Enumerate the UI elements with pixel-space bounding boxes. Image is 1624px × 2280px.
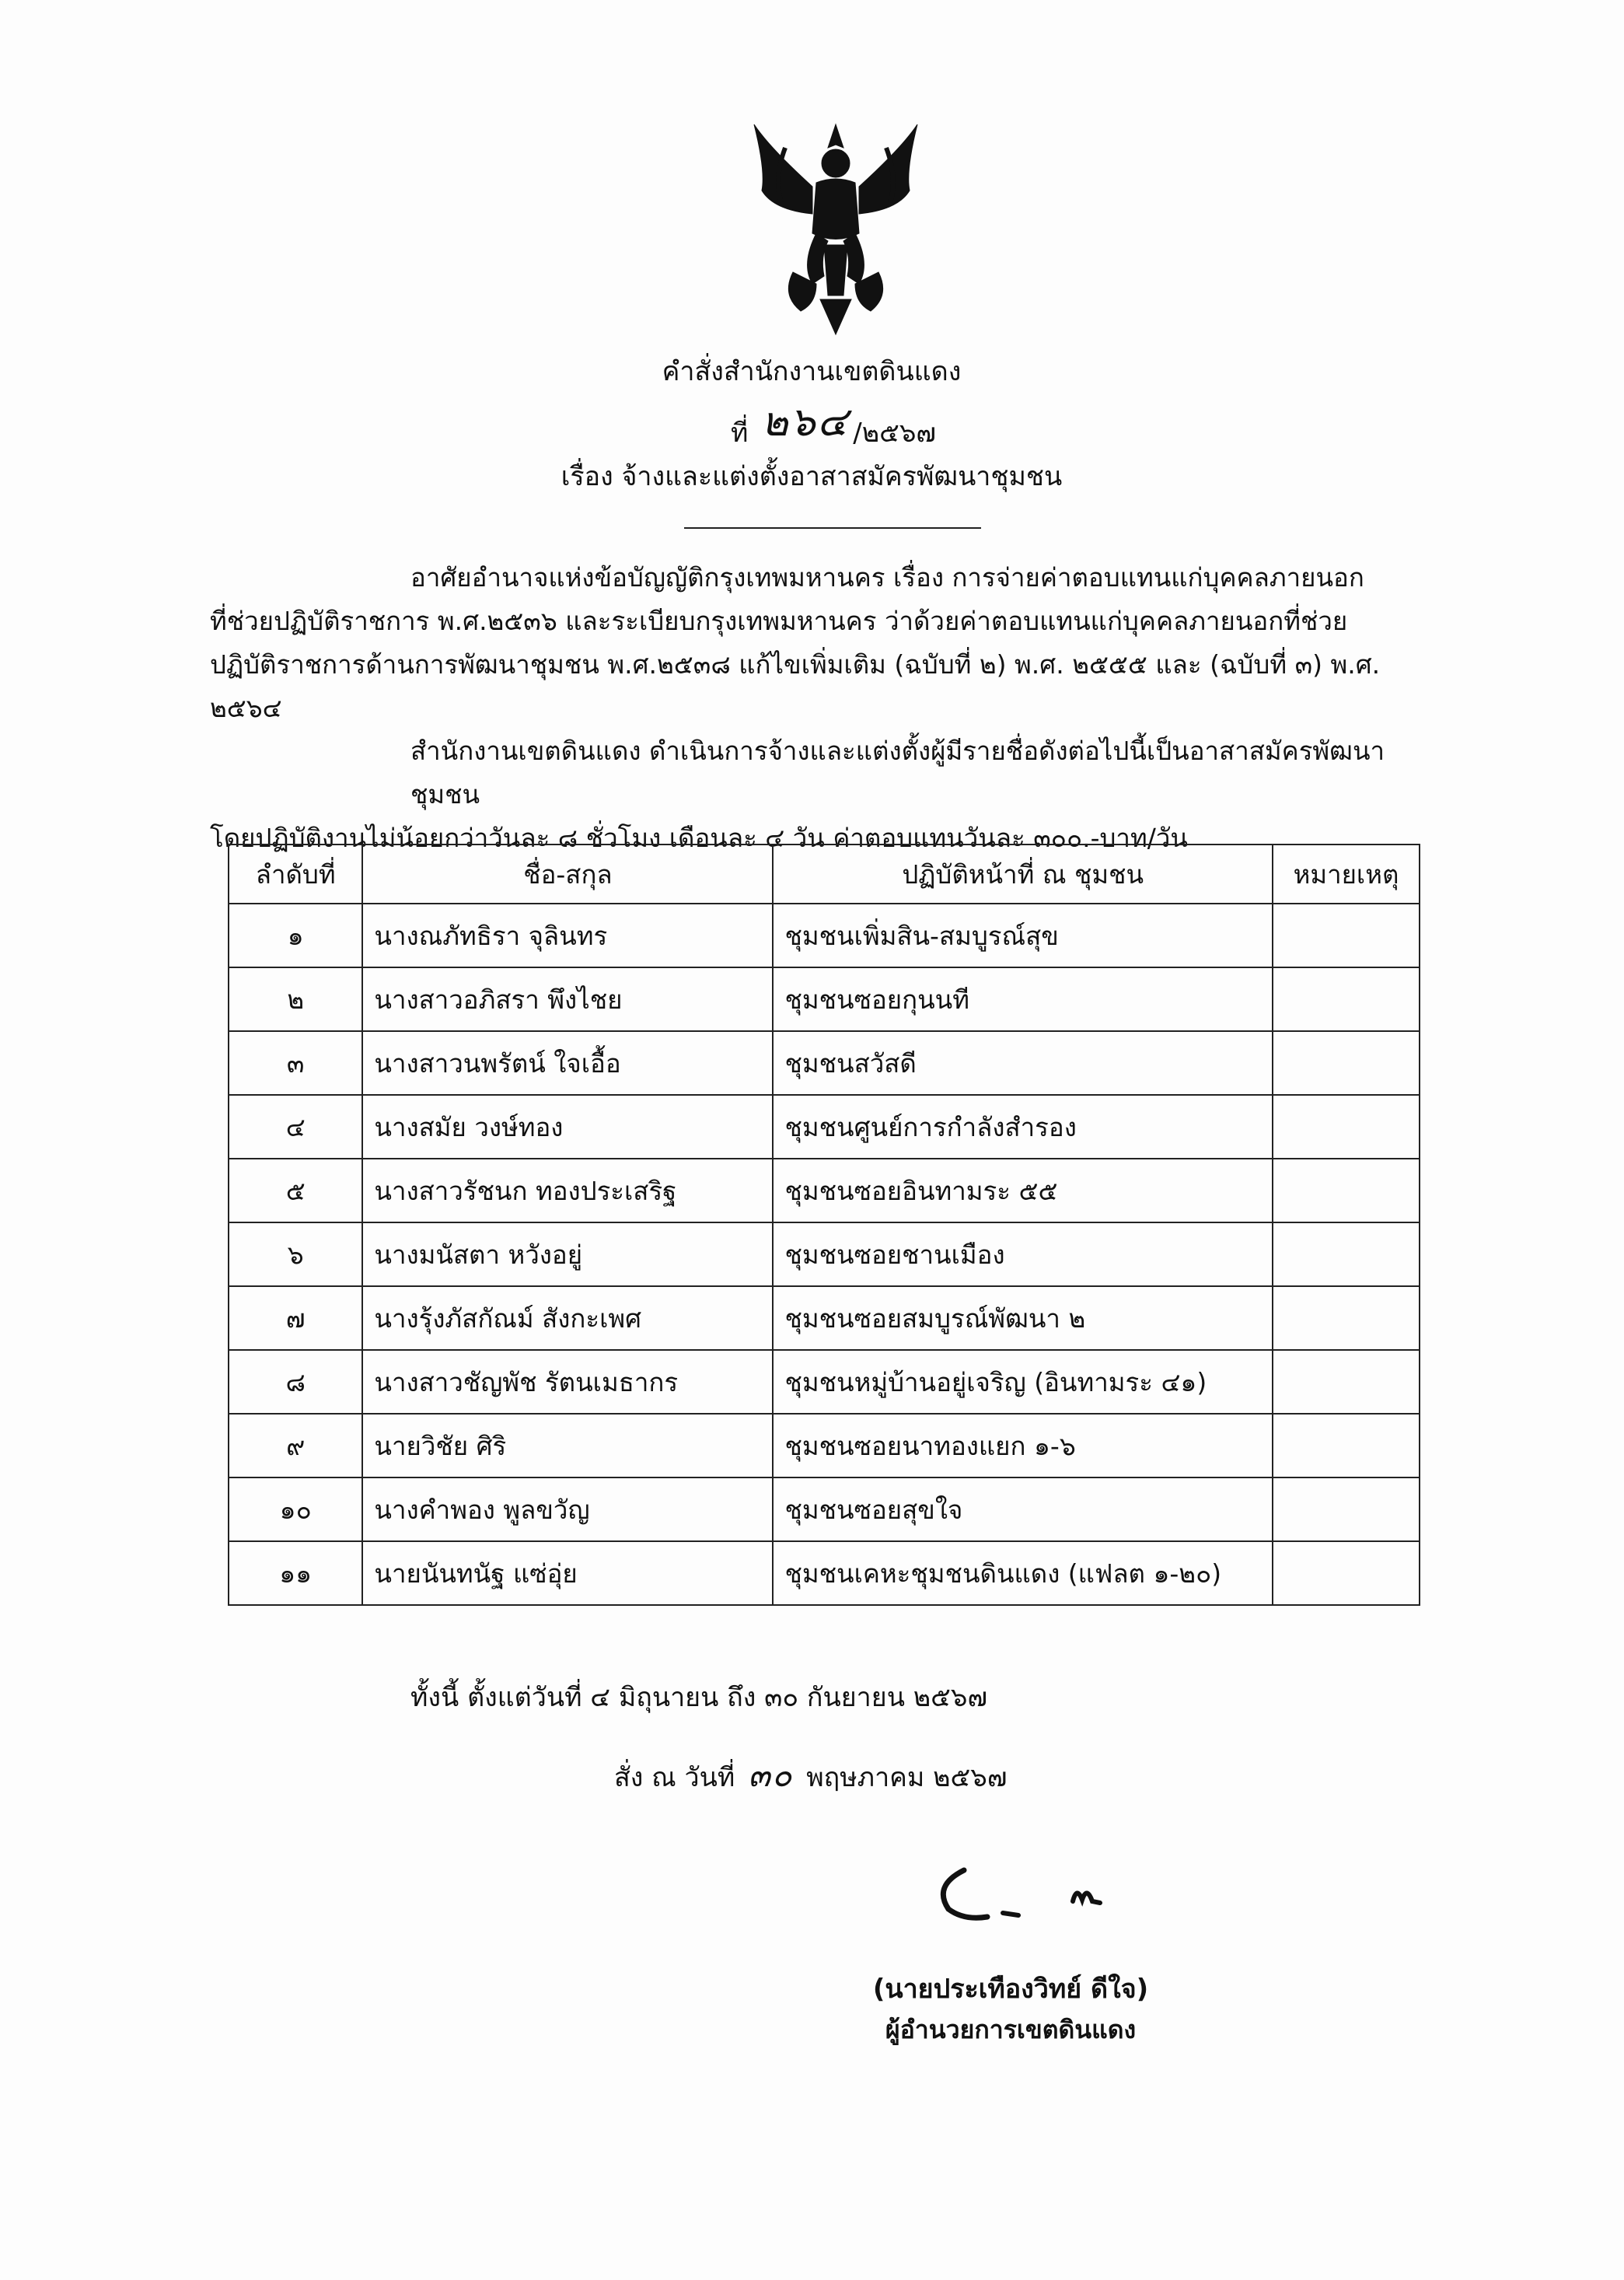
cell-no: ๖ xyxy=(229,1222,362,1286)
column-header-community: ปฏิบัติหน้าที่ ณ ชุมชน xyxy=(773,845,1273,904)
cell-community: ชุมชนเคหะชุมชนดินแดง (แฟลต ๑-๒๐) xyxy=(773,1541,1273,1605)
paragraph-appointment-line: โดยปฏิบัติงานไม่น้อยกว่าวันละ ๘ ชั่วโมง เดือนละ ๔ วัน ค่าตอบแทนวันละ ๓๐๐.-บาท/วัน xyxy=(210,823,1188,853)
cell-name: นางณภัทธิรา จุลินทร xyxy=(362,904,773,967)
order-date-day-handwritten: ๓๐ xyxy=(748,1756,794,1794)
cell-note xyxy=(1273,1031,1420,1095)
cell-note xyxy=(1273,1414,1420,1477)
cell-no: ๙ xyxy=(229,1414,362,1477)
cell-name: นางสาวอภิสรา พึงไชย xyxy=(362,967,773,1031)
cell-community: ชุมชนสวัสดี xyxy=(773,1031,1273,1095)
cell-community: ชุมชนหมู่บ้านอยู่เจริญ (อินทามระ ๔๑) xyxy=(773,1350,1273,1414)
cell-no: ๕ xyxy=(229,1159,362,1222)
table-row xyxy=(229,1031,1420,1095)
table-row xyxy=(229,1095,1420,1159)
order-number xyxy=(731,389,936,449)
cell-community: ชุมชนซอยกุนนที xyxy=(773,967,1273,1031)
order-title: คำสั่งสำนักงานเขตดินแดง xyxy=(662,356,962,387)
cell-note xyxy=(1273,1222,1420,1286)
cell-note xyxy=(1273,904,1420,967)
paragraph-authority xyxy=(210,556,1423,730)
table-row xyxy=(229,1477,1420,1541)
cell-note xyxy=(1273,1095,1420,1159)
table-row xyxy=(229,1159,1420,1222)
paragraph-authority-line: ปฏิบัติราชการด้านการพัฒนาชุมชน พ.ศ.๒๕๓๘ แก้ไขเพิ่มเติม (ฉบับที่ ๒) พ.ศ. ๒๕๕๕ และ (ฉบับที่ ๓) พ.ศ. ๒๕๖๔ xyxy=(210,649,1381,723)
order-number-prefix: ที่ xyxy=(731,418,749,449)
table-row xyxy=(229,1350,1420,1414)
signer-title: ผู้อำนวยการเขตดินแดง xyxy=(885,2015,1137,2044)
signature-icon xyxy=(933,1855,1135,1948)
table-header-row xyxy=(229,845,1420,904)
cell-no: ๔ xyxy=(229,1095,362,1159)
column-header-name: ชื่อ-สกุล xyxy=(362,845,773,904)
signer-name: (นายประเทืองวิทย์ ดีใจ) xyxy=(872,1974,1149,2005)
cell-community: ชุมชนซอยสมบูรณ์พัฒนา ๒ xyxy=(773,1286,1273,1350)
cell-community: ชุมชนศูนย์การกำลังสำรอง xyxy=(773,1095,1273,1159)
cell-no: ๑ xyxy=(229,904,362,967)
order-number-handwritten: ๒๖๔ xyxy=(761,399,850,446)
cell-name: นางสาวนพรัตน์ ใจเอื้อ xyxy=(362,1031,773,1095)
garuda-emblem-icon xyxy=(739,117,933,342)
column-header-no: ลำดับที่ xyxy=(229,845,362,904)
cell-no: ๒ xyxy=(229,967,362,1031)
table-row xyxy=(229,967,1420,1031)
paragraph-authority-line: อาศัยอำนาจแห่งข้อบัญญัติกรุงเทพมหานคร เรื่อง การจ่ายค่าตอบแทนแก่บุคคลภายนอก xyxy=(410,562,1364,593)
cell-community: ชุมชนซอยอินทามระ ๕๕ xyxy=(773,1159,1273,1222)
table-row xyxy=(229,1414,1420,1477)
table-row xyxy=(229,1541,1420,1605)
paragraph-appointment-line: สำนักงานเขตดินแดง ดำเนินการจ้างและแต่งตั้งผู้มีรายชื่อดังต่อไปนี้เป็นอาสาสมัครพัฒนาชุมชน xyxy=(410,736,1385,810)
order-subject: เรื่อง จ้างและแต่งตั้งอาสาสมัครพัฒนาชุมชน xyxy=(561,461,1063,492)
cell-no: ๓ xyxy=(229,1031,362,1095)
cell-note xyxy=(1273,1286,1420,1350)
cell-note xyxy=(1273,1159,1420,1222)
cell-note xyxy=(1273,967,1420,1031)
volunteer-table xyxy=(228,844,1420,1606)
table-row xyxy=(229,904,1420,967)
order-date-prefix: สั่ง ณ วันที่ xyxy=(614,1762,735,1793)
column-header-note: หมายเหตุ xyxy=(1273,845,1420,904)
table-row xyxy=(229,1286,1420,1350)
cell-community: ชุมชนซอยชานเมือง xyxy=(773,1222,1273,1286)
cell-name: นางสาวรัชนก ทองประเสริฐ xyxy=(362,1159,773,1222)
order-date xyxy=(614,1750,1007,1801)
cell-name: นางสมัย วงษ์ทอง xyxy=(362,1095,773,1159)
paragraph-appointment xyxy=(210,729,1423,860)
cell-name: นายวิชัย ศิริ xyxy=(362,1414,773,1477)
cell-community: ชุมชนเพิ่มสิน-สมบูรณ์สุข xyxy=(773,904,1273,967)
cell-name: นางรุ้งภัสกัณม์ สังกะเพศ xyxy=(362,1286,773,1350)
cell-note xyxy=(1273,1350,1420,1414)
cell-community: ชุมชนซอยสุขใจ xyxy=(773,1477,1273,1541)
cell-no: ๘ xyxy=(229,1350,362,1414)
cell-no: ๑๐ xyxy=(229,1477,362,1541)
cell-name: นางคำพอง พูลขวัญ xyxy=(362,1477,773,1541)
cell-community: ชุมชนซอยนาทองแยก ๑-๖ xyxy=(773,1414,1273,1477)
paragraph-authority-line: ที่ช่วยปฏิบัติราชการ พ.ศ.๒๕๓๖ และระเบียบกรุงเทพมหานคร ว่าด้วยค่าตอบแทนแก่บุคคลภายนอกที่ช่วย xyxy=(210,606,1348,636)
cell-no: ๑๑ xyxy=(229,1541,362,1605)
order-date-rest: พฤษภาคม ๒๕๖๗ xyxy=(806,1762,1008,1793)
table-row xyxy=(229,1222,1420,1286)
cell-name: นางสาวชัญพัช รัตนเมธากร xyxy=(362,1350,773,1414)
cell-name: นางมนัสตา หวังอยู่ xyxy=(362,1222,773,1286)
cell-no: ๗ xyxy=(229,1286,362,1350)
divider-line xyxy=(684,527,981,529)
order-number-suffix: /๒๕๖๗ xyxy=(853,418,936,449)
cell-name: นายนันทนัฐ แซ่อุ่ย xyxy=(362,1541,773,1605)
effective-period: ทั้งนี้ ตั้งแต่วันที่ ๔ มิถุนายน ถึง ๓๐ กันยายน ๒๕๖๗ xyxy=(410,1682,988,1713)
cell-note xyxy=(1273,1541,1420,1605)
cell-note xyxy=(1273,1477,1420,1541)
